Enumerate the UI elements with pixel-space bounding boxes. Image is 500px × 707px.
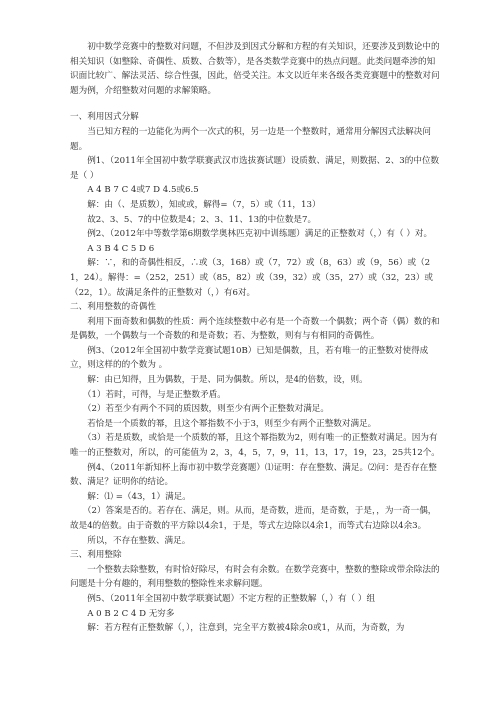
- body-paragraph: 利用下面奇数和偶数的性质：两个连续整数中必有是一个奇数一个偶数；两个奇（偶）数的和是偶数，一个偶数与一个奇数的和是奇数；若、为整数，则有与有相同的奇偶性。: [70, 316, 440, 342]
- options-line: A 0 B 2 C 4 D 无穷多: [70, 608, 175, 619]
- solution-line: 解：⑴ =（43，1）满足。: [70, 491, 191, 502]
- solution-line: （1）若时，可得，与是正整数矛盾。: [70, 389, 226, 400]
- section-divisibility: [70, 548, 442, 636]
- example-paragraph: 例1、（2011年全国初中数学联赛武汉市选拔赛试题）设质数、满足，则数据、2、3的中位数是（ ）: [70, 156, 440, 181]
- section-heading: 一、利用因式分解: [70, 112, 139, 123]
- example-paragraph: 例5、（2011年全国初中数学联赛试题）不定方程的正整数解（，）有（ ）组: [70, 593, 376, 604]
- example-paragraph: 例3、（2012年全国初中数学竞赛试题10B）已知是偶数，且，若有唯一的正整数对使得成立，则这样的的个数为 。: [70, 345, 429, 371]
- solution-line: （2）若至少有两个不同的质因数，则至少有两个正整数对满足。: [70, 404, 329, 415]
- solution-line: 故2、3、5、7的中位数是4；2、3、11、13的中位数是7。: [70, 214, 317, 225]
- section-parity: [70, 300, 442, 548]
- solution-line: 解：由（、是质数），知或或，解得=（7，5）或（11，13）: [70, 199, 321, 210]
- solution-line: 若恰是一个质数的幂，且这个幂指数不小于3，则至少有两个正整数对满足。: [70, 418, 377, 429]
- options-line: A 4 B 7 C 4或7 D 4.5或6.5: [70, 185, 199, 196]
- solution-line: 所以，不存在整数、满足。: [70, 535, 191, 546]
- solution-line: 解：由已知得，且为偶数，于是、同为偶数。所以，是4的倍数，设，则。: [70, 375, 368, 386]
- example-paragraph: 例2、（2012年中等数学第6期数学奥林匹克初中训练题）满足的正整数对（，）有（ ）对。: [70, 229, 433, 240]
- solution-paragraph: （3）若是质数，或恰是一个质数的幂，且这个幂指数为2，则有唯一的正整数对满足。因为有唯一的正整数对，所以，的可能值为 2，3，4，5，7，9，11，13，17，19，23，25共12个。: [70, 433, 440, 459]
- section-heading: 三、利用整除: [70, 550, 122, 561]
- solution-line: 解：若方程有正整数解（，），注意到，完全平方数被4除余0或1，从而，为奇数，为: [70, 623, 405, 634]
- solution-paragraph: 解：∵，和的奇偶性相反，∴或（3，168）或（7，72）或（8，63）或（9，56）或（21，24）。解得：=（252，251）或（85，82）或（39，32）或（35，27）或（32，23）或（22，1）。故满足条件的正整数对（，）有6对。: [70, 258, 434, 298]
- body-paragraph: 一个整数去除整数，有时恰好除尽，有时会有余数。在数学竞赛中，整数的整除或带余除法的问题是十分有趣的，利用整数的整除性来求解问题。: [70, 564, 440, 590]
- example-paragraph: 例4、（2011年新知杯上海市初中数学竞赛题）⑴证明：存在整数、满足。⑵问：是否存在整数、满足？证明你的结论。: [70, 462, 437, 488]
- options-line: A 3 B 4 C 5 D 6: [70, 243, 155, 254]
- body-paragraph: 当已知方程的一边能化为两个一次式的积，另一边是一个整数时，通常用分解因式法解决问题。: [70, 126, 431, 152]
- solution-paragraph: （2）答案是否的。若存在、满足，则。从而，是奇数，进而，是奇数，于是，，为一奇一偶，故是4的倍数。由于奇数的平方除以4余1，于是，等式左边除以4余1，而等式右边除以4余3。: [70, 506, 437, 531]
- section-factorization: [70, 110, 442, 300]
- intro-paragraph: 初中数学竞赛中的整数对问题，不但涉及到因式分解和方程的有关知识，还要涉及到数论中的相关知识（如整除、奇偶性、质数、合数等），是各类数学竞赛中的热点问题。此类问题牵涉的知识面比较广、解法灵活、综合性强，因此，倍受关注。本文以近年来各级各类竞赛题中的整数对问题为例，介绍整数对问题的求解策略。: [70, 42, 440, 96]
- section-heading: 二、利用整数的奇偶性: [70, 302, 156, 313]
